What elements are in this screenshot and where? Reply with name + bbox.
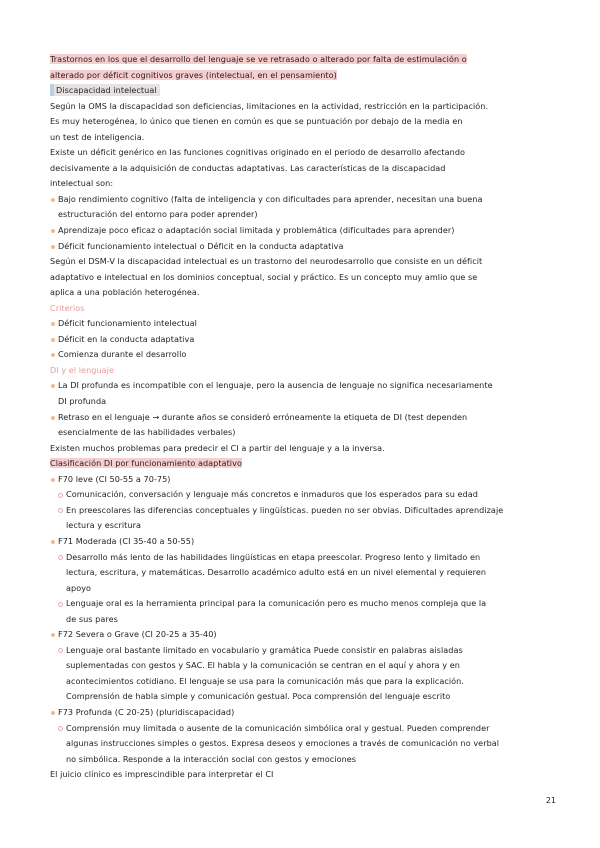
level-label: F72 Severa o Grave (CI 20-25 a 35-40) bbox=[50, 627, 555, 643]
intro-line-1: Trastornos en los que el desarrollo del lenguaje se ve retrasado o alterado por falta de estimulación o bbox=[50, 54, 467, 64]
sub-list-item: Lenguaje oral es la herramienta principal para la comunicación pero es mucho menos compleja que la bbox=[50, 596, 555, 612]
sub-list-item-continuation: lectura, escritura, y matemáticas. Desarrollo académico adulto está en un nivel elemental y requieren bbox=[66, 567, 487, 578]
sub-list-item: En preescolares las diferencias conceptuales y lingüísticas. pueden no ser obvias. Dificultades aprendizaje bbox=[50, 503, 555, 519]
paragraph-line: Según el DSM-V la discapacidad intelectual es un trastorno del neurodesarrollo que consiste en un déficit bbox=[50, 256, 483, 267]
paragraph-line: decisivamente a la adquisición de conductas adaptativas. Las características de la discapacidad bbox=[50, 162, 446, 173]
paragraph-line: aplica a una población heterogénea. bbox=[50, 287, 200, 298]
criterios-heading: Criterios bbox=[50, 302, 85, 313]
page-number: 21 bbox=[545, 796, 556, 805]
sub-list-item: Comprensión muy limitada o ausente de la comunicación simbólica oral y gestual. Pueden comprender bbox=[50, 721, 555, 737]
list-item-continuation: esencialmente de las habilidades verbales) bbox=[58, 427, 236, 438]
list-item: La DI profunda es incompatible con el lenguaje, pero la ausencia de lenguaje no significa necesariamente bbox=[50, 378, 555, 394]
heading-discapacidad-intelectual: Discapacidad intelectual bbox=[50, 83, 555, 99]
paragraph-line: Es muy heterogénea, lo único que tienen en común es que se puntuación por debajo de la media en bbox=[50, 116, 463, 127]
list-item: Bajo rendimiento cognitivo (falta de inteligencia y con dificultades para aprender, necesitan una buena bbox=[50, 192, 555, 208]
sub-list-item-continuation: suplementadas con gestos y SAC. El habla y la comunicación se centran en el aquí y ahora y en bbox=[66, 660, 460, 671]
sub-list-item-continuation: lectura y escritura bbox=[66, 520, 141, 531]
sub-list-item-continuation: no simbólica. Responde a la interacción social con gestos y emociones bbox=[66, 753, 357, 764]
list-item: Déficit funcionamiento intelectual bbox=[50, 316, 555, 332]
list-item: Comienza durante el desarrollo bbox=[50, 347, 555, 363]
sub-list-item-continuation: de sus pares bbox=[66, 613, 118, 624]
intro-line-2: alterado por déficit cognitivos graves (intelectual, en el pensamiento) bbox=[50, 69, 337, 80]
level-label: F73 Profunda (C 20-25) (pluridiscapacidad) bbox=[50, 705, 555, 721]
clasificacion-heading: Clasificación DI por funcionamiento adaptativo bbox=[50, 458, 242, 469]
paragraph-line: Según la OMS la discapacidad son deficiencias, limitaciones en la actividad, restricción en la participación. bbox=[50, 100, 489, 111]
paragraph-line: adaptativo e intelectual en los dominios conceptual, social y práctico. Es un concepto muy amlio que se bbox=[50, 271, 478, 282]
list-item-continuation: estructuración del entorno para poder aprender) bbox=[58, 209, 258, 220]
paragraph-line: Existen muchos problemas para predecir el CI a partir del lenguaje y a la inversa. bbox=[50, 442, 385, 453]
sub-list-item-continuation: Comprensión de habla simple y comunicación gestual. Poca comprensión del lenguaje escrito bbox=[66, 691, 451, 702]
paragraph-line: Existe un déficit genérico en las funciones cognitivas originado en el periodo de desarrollo afectando bbox=[50, 147, 466, 158]
sub-list-item-continuation: apoyo bbox=[66, 582, 92, 593]
sub-list-item: Lenguaje oral bastante limitado en vocabulario y gramática Puede consistir en palabras aisladas bbox=[50, 643, 555, 659]
sub-list-item-continuation: algunas instrucciones simples o gestos. Expresa deseos y emociones a través de comunicación no verbal bbox=[66, 738, 500, 749]
paragraph-line: un test de inteligencia. bbox=[50, 131, 145, 142]
list-item: Déficit funcionamiento intelectual o Déficit en la conducta adaptativa bbox=[50, 239, 555, 255]
document-body bbox=[50, 52, 555, 783]
list-item: Retraso en el lenguaje → durante años se consideró erróneamente la etiqueta de DI (test dependen bbox=[50, 410, 555, 426]
list-item-continuation: DI profunda bbox=[58, 396, 107, 407]
list-item: Déficit en la conducta adaptativa bbox=[50, 332, 555, 348]
sub-list-item-continuation: acontecimientos cotidiano. El lenguaje se usa para la comunicación más que para la explicación. bbox=[66, 675, 464, 686]
level-label: F70 leve (CI 50-55 a 70-75) bbox=[50, 472, 555, 488]
sub-list-item: Desarrollo más lento de las habilidades lingüísticas en etapa preescolar. Progreso lento y limitado en bbox=[50, 550, 555, 566]
sub-list-item: Comunicación, conversación y lenguaje más concretos e inmaduros que los esperados para su edad bbox=[50, 487, 555, 503]
list-item: Aprendizaje poco eficaz o adaptación social limitada y problemática (dificultades para aprender) bbox=[50, 223, 555, 239]
lenguaje-heading: DI y el lenguaje bbox=[50, 364, 114, 375]
level-label: F71 Moderada (CI 35-40 a 50-55) bbox=[50, 534, 555, 550]
paragraph-line: El juicio clínico es imprescindible para interpretar el CI bbox=[50, 769, 274, 780]
paragraph-line: intelectual son: bbox=[50, 178, 114, 189]
